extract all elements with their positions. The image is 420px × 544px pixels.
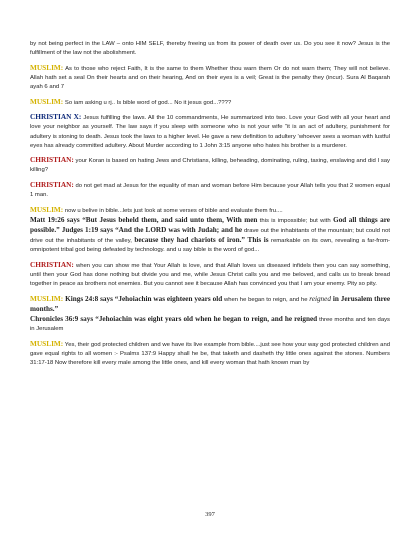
- paragraph-3: [30, 97, 390, 108]
- quote-text-small: this is impossible; but with: [257, 217, 331, 224]
- paragraph-8: [30, 260, 390, 289]
- quote-text: God all things are possible.” Judges 1:19 says “And the LORD was with Judah; and he: [30, 215, 391, 235]
- verse-text: in Jerusalem three months.”: [30, 294, 391, 313]
- paragraph-text: Yes, their god protected children and we have its live example from bible....just see how your way god protected children and gave equal rights to all women :- Psalms 137:9 Happy shall he be, that taketh and dasheth thy little ones against the stones. Numbers 31:17-18 Now therefore kill every male among the little ones, and kill every woman that hath known man by: [30, 341, 390, 366]
- verse-reference: Chronicles 36:9 says “Jehoiachin was eight years old when he began to reign, and he reigned: [30, 315, 318, 323]
- paragraph-text: As to those who reject Faith, It is the same to them Whether thou warn them Or do not warn them; They will not believe. Allah hath set a seal On their hearts and on their hearing, And on their eyes is a veil; Great is the penalty they (incur). Sura Al Baqarah ayah 6 and 7: [30, 65, 390, 90]
- speaker-label: MUSLIM:: [30, 293, 64, 303]
- page-body: [30, 40, 390, 373]
- verse-reference: Kings 24:8 says “Jehoiachin was eighteen years old: [63, 294, 223, 303]
- speaker-label: CHRISTIAN:: [30, 259, 74, 269]
- paragraph-text: Jesus fulfilling the laws. All the 10 commandments, He summarized into two. Love your God with all your heart and love your neighbor as yourself. The law says if you sleep with someone who is not your wife “it is an act of adultery, punishment for adultery is stoning to death. Jesus took the laws to a higher level. He gave a new definition to adultery ‘whoever sees a woman with lustful eyes has already committed adultery. About Murder according to 1 John 3:15 anyone who hates his brother is a murderer.: [30, 115, 390, 149]
- paragraph-7: [30, 205, 390, 255]
- paragraph-4: [30, 112, 390, 150]
- speaker-label: CHRISTIAN X:: [30, 112, 82, 122]
- paragraph-text: your Koran is based on hating Jews and Christians, killing, beheading, dominating, ruling, taxing, enslaving and did I say killing?: [30, 158, 390, 174]
- quote-text: Matt 19:26 says “But Jesus beheld them, and said unto them, With men: [30, 215, 258, 224]
- paragraph-text: when you can show me that Your Allah is love, and that Allah loves us diseased infidels then you can say something, until then your God has done nothing but divide you and me, while Jesus Christ calls you and me beloved, and calls us to break bread together in peace as brothers not enemies. But you cannot see it because Allah has convinced you that I am your enemy. Pity so pity.: [30, 262, 390, 288]
- speaker-label: MUSLIM:: [30, 338, 64, 348]
- verse-text-small: when he began to reign, and he: [222, 296, 308, 303]
- paragraph-1: [30, 40, 390, 58]
- verse-text-small: three months and ten days in Jerusalem: [30, 317, 391, 333]
- paragraph-text: now u belive in bible...lets just look at some verses of bible and evaluate them fru....: [63, 207, 283, 214]
- verse-text: reigned: [309, 294, 331, 303]
- paragraph-2: [30, 63, 390, 92]
- quote-text-small: drave out the inhabitants of the mountain; but could not drive out the inhabitants of the valley,: [30, 228, 390, 245]
- speaker-label: MUSLIM:: [30, 96, 64, 106]
- speaker-label: MUSLIM:: [30, 204, 64, 214]
- paragraph-text: So iam asking u rj.. Is bible word of god... No it jesus god...????: [63, 99, 232, 106]
- paragraph-text: by not being perfect in the LAW – onto HIM SELF, thereby freeing us from its power of death over us. Do you see it now? Jesus is the fulfillment of the law not the abolishment.: [30, 41, 390, 57]
- quote-text: because they had chariots of iron.” This is: [134, 236, 269, 245]
- page-number: 397: [205, 511, 215, 518]
- paragraph-6: [30, 180, 390, 200]
- paragraph-10: [30, 339, 390, 368]
- speaker-label: CHRISTIAN:: [30, 180, 74, 190]
- speaker-label: CHRISTIAN:: [30, 155, 74, 165]
- speaker-label: MUSLIM:: [30, 62, 64, 72]
- paragraph-9: [30, 294, 390, 334]
- paragraph-text: do not get mad at Jesus for the equality of man and woman before Him because your Allah tells you that 2 women equal 1 man.: [30, 183, 390, 199]
- paragraph-5: [30, 155, 390, 175]
- quote-text-small: remarkable on its own, revealing a far-from-omnipotent tribal god being defeated by technology. and u say bible is the word of god...: [30, 238, 390, 254]
